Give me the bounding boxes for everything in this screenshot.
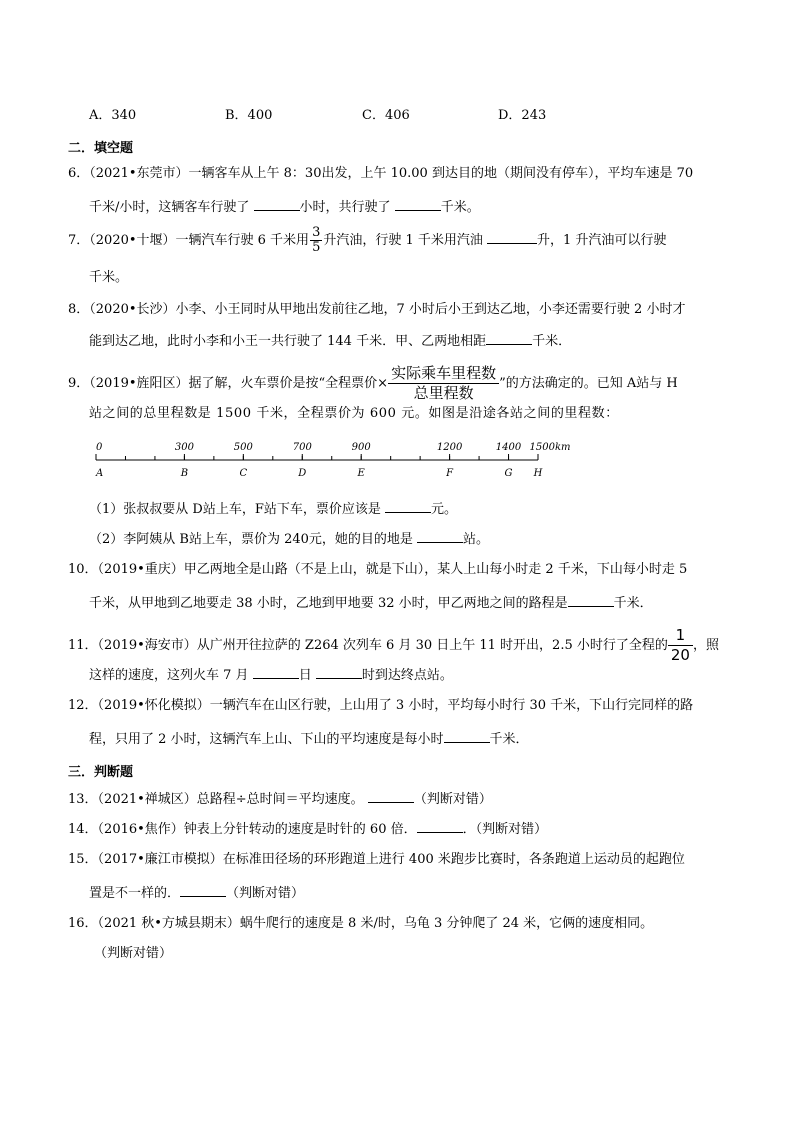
q11-line1 [68, 626, 719, 665]
q9-sub2 [89, 528, 489, 550]
q6-blank-km[interactable] [395, 196, 441, 211]
q12-text-b: 千米． [489, 732, 529, 747]
number-line-station-label-F: F [446, 468, 454, 479]
q9-line1 [68, 364, 678, 403]
number-line-km-label-H: 1500km [529, 442, 571, 453]
q9-text-b: ”的方法确定的。已知 A站与 H [499, 376, 678, 391]
number-line-station-label-D: D [298, 468, 307, 479]
q12-line2 [89, 728, 529, 750]
number-line-km-label-G: 1400 [495, 442, 522, 453]
q10-text-a: 千米，从甲地到乙地要走 38 小时，乙地到甲地要 32 小时，甲乙两地之间的路程是 [89, 596, 568, 611]
q6-blank-hours[interactable] [254, 196, 300, 211]
q11-text-b: ，照 [692, 638, 719, 653]
q6-text-b: 小时，共行驶了 [299, 200, 391, 215]
q6-line2 [89, 196, 480, 218]
number-line-station-label-A: A [96, 468, 104, 479]
q10-text-b: 千米． [613, 596, 653, 611]
option-a: A．340 [89, 108, 137, 123]
q13-text-b: （判断对错） [413, 792, 492, 807]
q8-blank-distance[interactable] [486, 330, 532, 345]
q7-frac-num: 3 [312, 225, 321, 240]
q11-blank-day[interactable] [253, 664, 299, 679]
number-line-km-label-D: 700 [292, 442, 312, 453]
q7-text-a: 7．（2020•十堰）一辆汽车行驶 6 千米用 [68, 233, 310, 248]
number-line-km-label-A: 0 [96, 442, 103, 453]
q11-text-c2: 时到达终点站。 [361, 668, 453, 683]
q9-frac-num: 实际乘车里程数 [388, 364, 499, 384]
number-line-station-label-H: H [533, 468, 543, 479]
q13-line [68, 788, 492, 810]
q6-text-c: 千米。 [440, 200, 480, 215]
q9-text-a: 9．（2019•旌阳区）据了解，火车票价是按“全程票价× [68, 376, 389, 391]
q11-frac-den: 20 [670, 646, 690, 664]
number-line-km-label-B: 300 [174, 442, 194, 453]
section-fill-blank-title: 二．填空题 [68, 141, 134, 156]
q6-text-a: 千米/小时，这辆客车行驶了 [89, 200, 250, 215]
q9-sub2-text-a: （2）李阿姨从 B站上车，票价为 240元，她的目的地是 [89, 532, 413, 547]
q11-fraction [668, 626, 693, 665]
q8-line1: 8．（2020•长沙）小李、小王同时从甲地出发前往乙地，7 小时后小王到达乙地，小李还需要行驶 2 小时才 [68, 302, 686, 317]
number-line-station-label-E: E [357, 468, 365, 479]
q7-blank-liters[interactable] [487, 229, 537, 244]
q9-number-line [86, 436, 596, 486]
q15-text-b: （判断对错） [226, 886, 305, 901]
q9-sub2-text-b: 站。 [463, 532, 490, 547]
q15-line1: 15．（2017•廉江市模拟）在标准田径场的环形跑道上进行 400 米跑步比赛时，各条跑道上运动员的起跑位 [68, 852, 685, 867]
q7-text-c: 升，1 升汽油可以行驶 [537, 233, 667, 248]
q11-line2 [89, 664, 453, 686]
q14-text-b: ．（判断对错） [462, 822, 548, 837]
number-line-station-label-C: C [239, 468, 248, 479]
q9-line2: 站之间的总里程数是 1500 千米，全程票价为 600 元。如图是沿途各站之间的里程数： [89, 406, 619, 421]
q15-text-a: 置是不一样的． [89, 886, 181, 901]
q11-blank-hour[interactable] [316, 664, 362, 679]
option-b: B．400 [225, 108, 273, 123]
q9-blank-station[interactable] [417, 528, 463, 543]
q8-line2 [89, 330, 571, 352]
q15-blank[interactable] [180, 882, 226, 897]
q12-blank-speed[interactable] [444, 728, 490, 743]
q9-sub1-text-a: （1）张叔叔要从 D站上车，F站下车，票价应该是 [89, 502, 381, 517]
number-line-station-label-B: B [180, 468, 189, 479]
q14-text-a: 14．（2016•焦作）钟表上分针转动的速度是时针的 60 倍． [68, 822, 417, 837]
q14-blank[interactable] [417, 818, 463, 833]
q13-blank[interactable] [368, 788, 414, 803]
section-true-false-title: 三．判断题 [68, 765, 134, 780]
q7-frac-den: 5 [312, 240, 321, 255]
q14-line [68, 818, 547, 840]
q10-blank-distance[interactable] [568, 592, 614, 607]
q13-text-a: 13．（2021•禅城区）总路程÷总时间＝平均速度。 [68, 792, 364, 807]
q11-text-a2: 这样的速度，这列火车 7 月 [89, 668, 249, 683]
q9-fraction [388, 364, 499, 403]
q8-text-a: 能到达乙地，此时小李和小王一共行驶了 144 千米．甲、乙两地相距 [89, 334, 487, 349]
q11-text-a: 11．（2019•海安市）从广州开往拉萨的 Z264 次列车 6 月 30 日上午 11 时开出，2.5 小时行了全程的 [68, 638, 668, 653]
option-d: D．243 [498, 108, 547, 123]
q8-text-b: 千米． [532, 334, 572, 349]
q7-line2: 千米。 [89, 270, 129, 285]
q6-line1: 6．（2021•东莞市）一辆客车从上午 8：30出发，上午 10.00 到达目的地（期间没有停车），平均车速是 70 [68, 166, 694, 181]
number-line-km-label-F: 1200 [436, 442, 463, 453]
q12-line1: 12．（2019•怀化模拟）一辆汽车在山区行驶，上山用了 3 小时，平均每小时行 30 千米，下山行完同样的路 [68, 698, 694, 713]
q9-frac-den: 总里程数 [413, 384, 474, 402]
q15-line2 [89, 882, 304, 904]
option-c: C．406 [362, 108, 410, 123]
q11-text-b2: 日 [298, 668, 312, 683]
q10-line2 [89, 592, 653, 614]
q7-fraction [310, 226, 322, 255]
q16-line1: 16．（2021 秋•方城县期末）蜗牛爬行的速度是 8 米/时，乌龟 3 分钟爬了 24 米，它俩的速度相同。 [68, 916, 654, 931]
number-line-km-label-C: 500 [233, 442, 253, 453]
q9-sub1-text-b: 元。 [431, 502, 458, 517]
q7-line1 [68, 226, 666, 255]
q7-text-b: 升汽油，行驶 1 千米用汽油 [323, 233, 483, 248]
q16-line2: （判断对错） [94, 946, 173, 961]
q10-line1: 10．（2019•重庆）甲乙两地全是山路（不是上山，就是下山），某人上山每小时走 2 千米，下山每小时走 5 [68, 562, 688, 577]
q11-frac-num: 1 [668, 626, 693, 646]
q9-blank-fare[interactable] [385, 498, 431, 513]
q9-sub1 [89, 498, 457, 520]
number-line-station-label-G: G [504, 468, 513, 479]
number-line-km-label-E: 900 [351, 442, 371, 453]
q12-text-a: 程，只用了 2 小时，这辆汽车上山、下山的平均速度是每小时 [89, 732, 444, 747]
